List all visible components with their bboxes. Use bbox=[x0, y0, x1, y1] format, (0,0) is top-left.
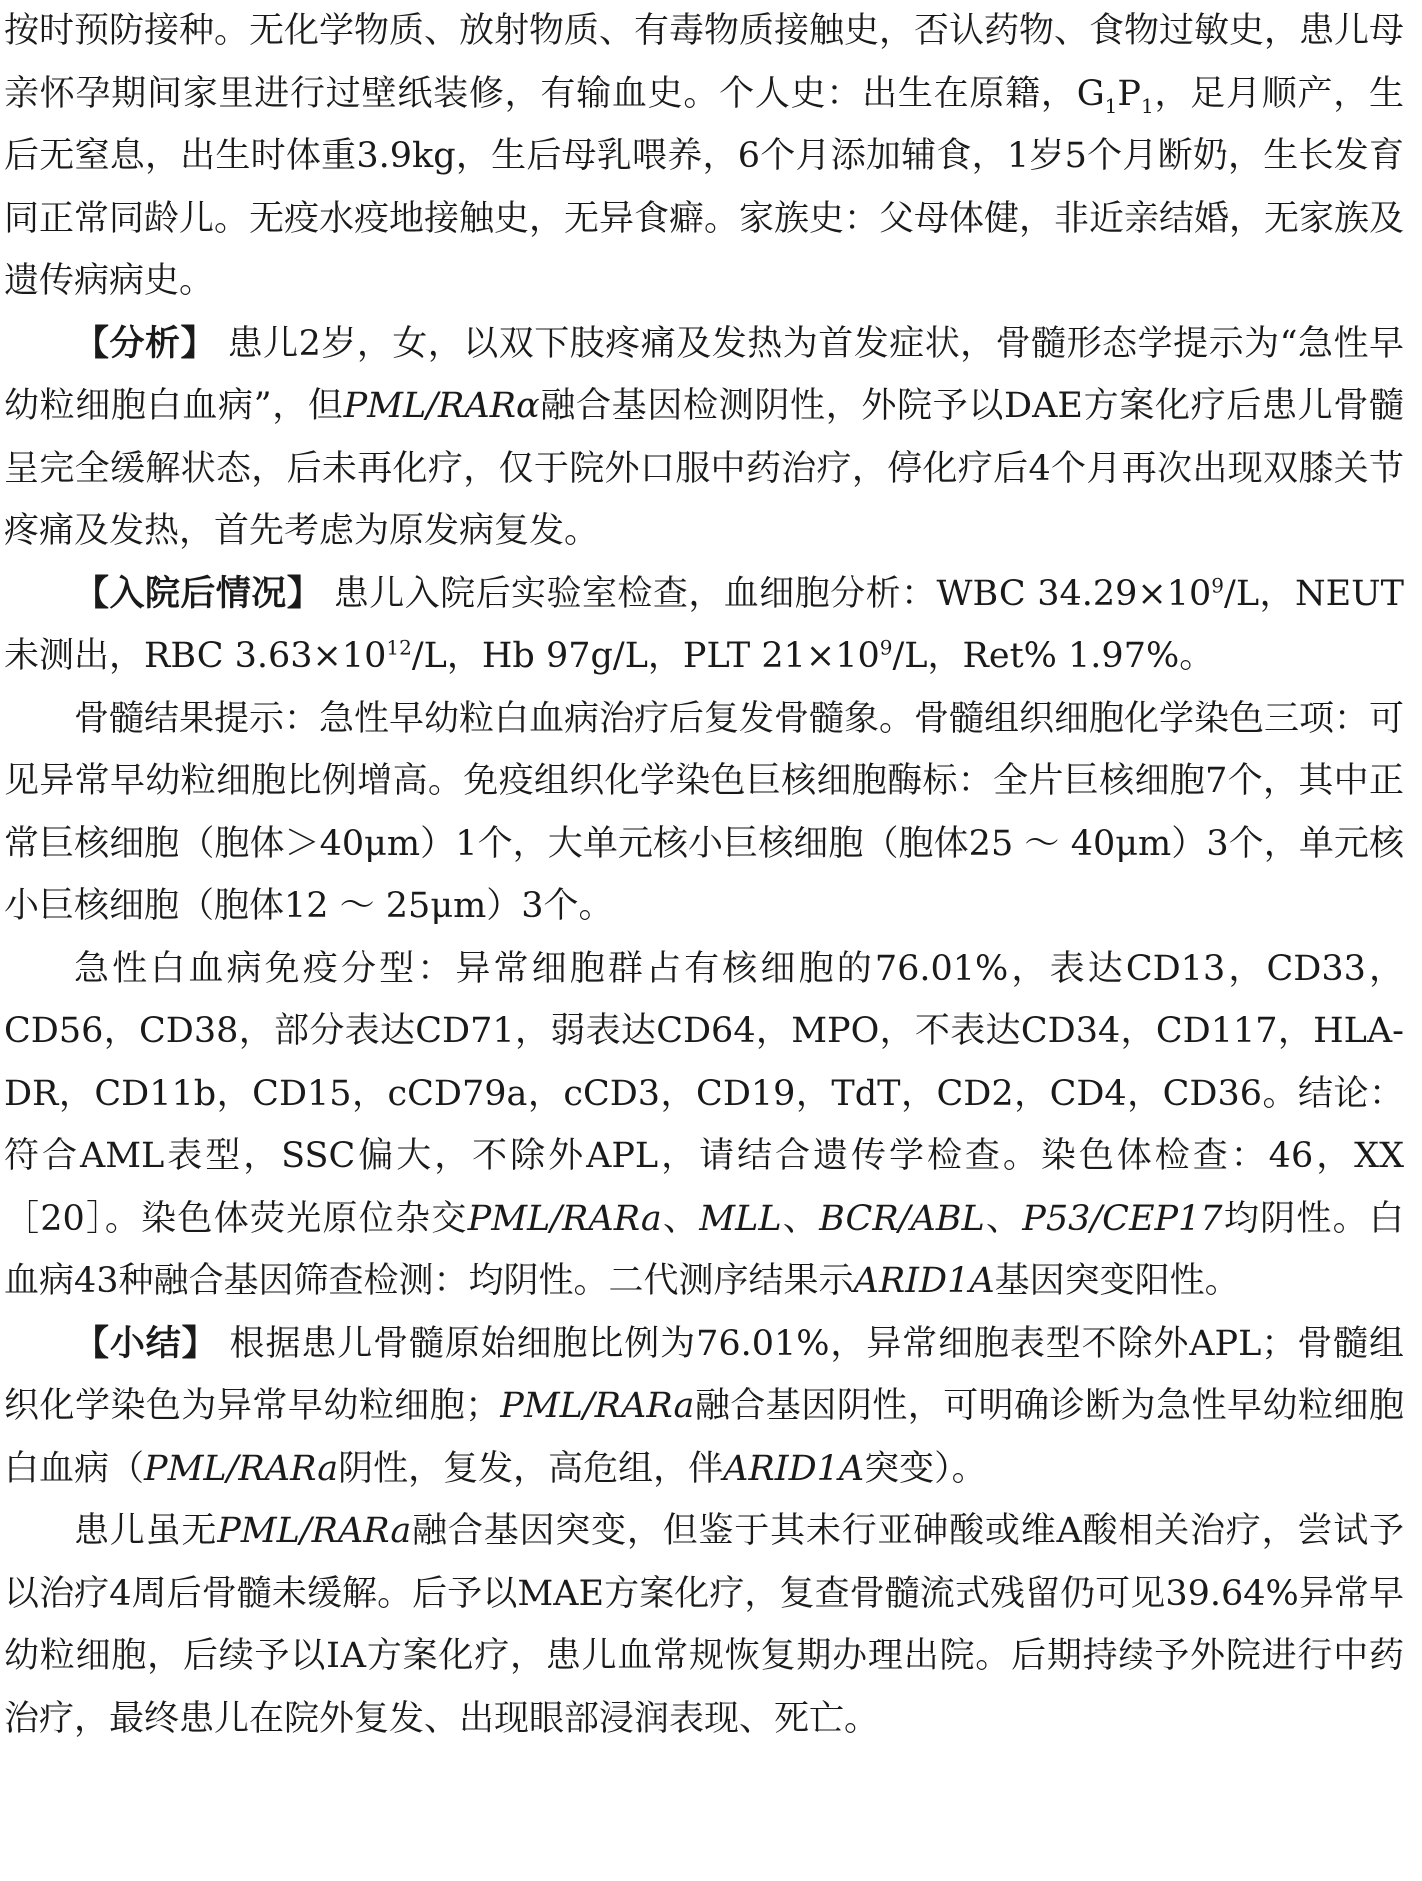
outcome-text: 患儿虽无 bbox=[74, 1511, 218, 1551]
wbc-exponent: 9 bbox=[1211, 572, 1225, 597]
analysis-text-continued: 融合基因检测阴性，外院予以DAE方案化疗后患儿骨髓呈完全缓解状态，后未再化疗，仅于院外口服中药治疗，停化疗后4个月再次出现双膝关节疼痛及发热，首先考虑为原发病复发。 bbox=[4, 386, 1404, 551]
summary-heading: 【小结】 bbox=[74, 1323, 218, 1364]
summary-text-3: 阴性，复发，高危组，伴 bbox=[338, 1448, 724, 1489]
immuno-text-2: 均阴性。白血病43种融合基因筛查检测：均阴性。二代测序结果示 bbox=[4, 1198, 1404, 1301]
paragraph-history bbox=[4, 0, 1404, 313]
separator: 、 bbox=[661, 1198, 700, 1239]
admission-text-2: /L，NEUT未测出，RBC 3.63×10 bbox=[4, 573, 1404, 676]
paragraph-immunophenotype bbox=[4, 938, 1404, 1313]
gravida-subscript: 1 bbox=[1104, 93, 1118, 118]
paragraph-analysis bbox=[4, 313, 1404, 563]
para-label: P bbox=[1117, 73, 1141, 114]
gene-name: PML/RARa bbox=[144, 1448, 339, 1489]
gene-name: ARID1A bbox=[853, 1261, 995, 1301]
history-text-continued: ，足月顺产，生后无窒息，出生时体重3.9kg，生后母乳喂养，6个月添加辅食，1岁5个月断奶，生长发育同正常同龄儿。无疫水疫地接触史，无异食癖。家族史：父母体健，非近亲结婚，无家族及遗传病病史。 bbox=[4, 73, 1405, 301]
gravida-label: G bbox=[1076, 73, 1105, 114]
paragraph-marrow bbox=[4, 688, 1404, 938]
marrow-text: 骨髓结果提示：急性早幼粒白血病治疗后复发骨髓象。骨髓组织细胞化学染色三项：可见异常早幼粒细胞比例增高。免疫组织化学染色巨核细胞酶标：全片巨核细胞7个，其中正常巨核细胞（胞体＞40μm）1个，大单元核小巨核细胞（胞体25 ～ 40μm）3个，单元核小巨核细胞（胞体12 ～ 25μm）3个。 bbox=[4, 698, 1405, 926]
gene-name: PML/RARα bbox=[343, 386, 540, 426]
summary-text-4: 突变）。 bbox=[864, 1448, 987, 1489]
summary-text-2: 融合基因阴性，可明确诊断为急性早幼粒细胞白血病（ bbox=[4, 1386, 1404, 1489]
admission-text: 患儿入院后实验室检查，血细胞分析：WBC 34.29×10 bbox=[322, 573, 1212, 614]
gene-name: ARID1A bbox=[723, 1448, 865, 1489]
rbc-exponent: 12 bbox=[386, 635, 412, 660]
gene-name: PML/RARa bbox=[467, 1198, 662, 1239]
gene-name: PML/RARa bbox=[217, 1511, 412, 1551]
immuno-text: 急性白血病免疫分型：异常细胞群占有核细胞的76.01%，表达CD13，CD33，CD56，CD38，部分表达CD71，弱表达CD64，MPO，不表达CD34，CD117，HLA-DR，CD11b，CD15，cCD79a，cCD3，CD19，TdT，CD2，CD4，CD36。结论：符合AML表型，SSC偏大，不除外APL，请结合遗传学检查。染色体检查：46，XX［20］。染色体荧光原位杂交 bbox=[4, 948, 1404, 1239]
summary-text: 根据患儿骨髓原始细胞比例为76.01%，异常细胞表型不除外APL；骨髓组织化学染色为异常早幼粒细胞； bbox=[4, 1323, 1404, 1426]
gene-name: PML/RARa bbox=[500, 1386, 695, 1426]
gene-name: BCR/ABL bbox=[819, 1198, 985, 1239]
gene-name: MLL bbox=[699, 1198, 782, 1239]
admission-text-4: /L，Ret% 1.97%。 bbox=[892, 636, 1215, 676]
gene-name: P53/CEP17 bbox=[1022, 1198, 1223, 1239]
admission-text-3: /L，Hb 97g/L，PLT 21×10 bbox=[411, 636, 880, 676]
history-text: 按时预防接种。无化学物质、放射物质、有毒物质接触史，否认药物、食物过敏史，患儿母亲怀孕期间家里进行过壁纸装修，有输血史。个人史：出生在原籍， bbox=[4, 11, 1405, 114]
analysis-heading: 【分析】 bbox=[74, 323, 216, 364]
analysis-text: 患儿2岁，女，以双下肢疼痛及发热为首发症状，骨髓形态学提示为“急性早幼粒细胞白血病”，但 bbox=[4, 323, 1404, 426]
para-subscript: 1 bbox=[1140, 93, 1154, 118]
immuno-text-3: 基因突变阳性。 bbox=[994, 1261, 1240, 1301]
outcome-text-2: 融合基因突变，但鉴于其未行亚砷酸或维A酸相关治疗，尝试予以治疗4周后骨髓未缓解。后予以MAE方案化疗，复查骨髓流式残留仍可见39.64%异常早幼粒细胞，后续予以ⅠA方案化疗，患儿血常规恢复期办理出院。后期持续予外院进行中药治疗，最终患儿在院外复发、出现眼部浸润表现、死亡。 bbox=[4, 1511, 1404, 1739]
paragraph-outcome bbox=[4, 1500, 1404, 1750]
plt-exponent: 9 bbox=[879, 635, 893, 660]
separator: 、 bbox=[781, 1198, 820, 1239]
separator: 、 bbox=[984, 1198, 1023, 1239]
paragraph-summary bbox=[4, 1313, 1404, 1501]
paragraph-admission bbox=[4, 563, 1404, 688]
admission-heading: 【入院后情况】 bbox=[74, 573, 323, 614]
